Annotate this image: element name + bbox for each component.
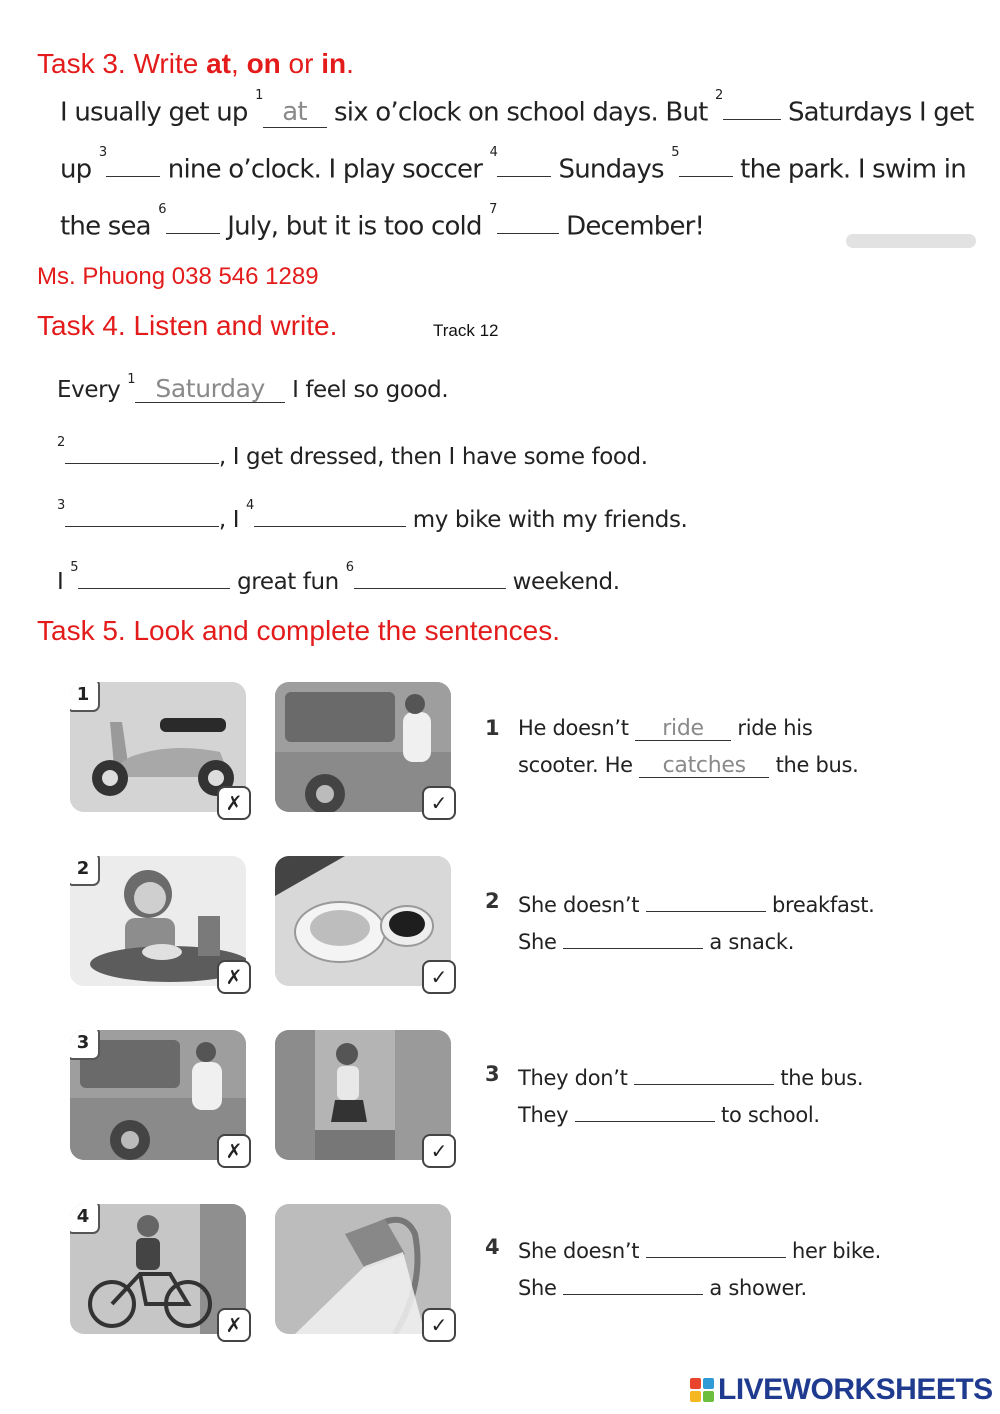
task4-blank-6[interactable]: [354, 564, 506, 589]
task3-blank-4[interactable]: [497, 149, 551, 177]
task3-blank-3[interactable]: [106, 149, 160, 177]
track-label: Track 12: [433, 321, 499, 340]
item3-blank-1[interactable]: [634, 1062, 774, 1085]
task4-blank-3[interactable]: [65, 502, 219, 527]
item3-line-2: They to school.: [518, 1099, 820, 1127]
task3-line-1: I usually get up $^1$at six o’clock on school days. But $^2$ Saturdays I get: [60, 88, 974, 128]
cross-icon: ✗: [217, 786, 251, 820]
item-number-badge: 4: [70, 1204, 100, 1234]
task4-title: Task 4. Listen and write.: [37, 310, 338, 341]
teacher-contact: Ms. Phuong 038 546 1289: [37, 263, 319, 290]
item-number-badge: 1: [70, 682, 100, 712]
check-icon: ✓: [422, 786, 456, 820]
item2-blank-1[interactable]: [646, 889, 766, 912]
task4-line-2: $^2$, I get dressed, then I have some food.: [57, 435, 648, 471]
item4-line-2: She a shower.: [518, 1272, 807, 1300]
scroll-indicator: [846, 234, 976, 248]
cross-icon: ✗: [217, 960, 251, 994]
item4-blank-2[interactable]: [563, 1272, 703, 1295]
item4-line-1: She doesn’t her bike.: [518, 1235, 881, 1263]
item1-blank-1[interactable]: ride: [635, 717, 731, 741]
sentence-number: 3: [485, 1062, 500, 1086]
task5-title: Task 5. Look and complete the sentences.: [37, 615, 560, 646]
task4-blank-1[interactable]: Saturday: [135, 376, 285, 403]
liveworksheets-logo-icon: [690, 1378, 714, 1402]
task4-line-1: Every $^1$ Saturday I feel so good.: [57, 372, 449, 403]
check-icon: ✓: [422, 960, 456, 994]
task3-blank-2[interactable]: [723, 92, 781, 120]
task4-line-3: $^3$, I $^4$ my bike with my friends.: [57, 498, 688, 534]
task4-blank-5[interactable]: [78, 564, 230, 589]
item3-blank-2[interactable]: [575, 1099, 715, 1122]
sentence-number: 2: [485, 889, 500, 913]
task4-blank-4[interactable]: [254, 502, 406, 527]
sentence-number: 1: [485, 716, 500, 740]
liveworksheets-logo: LIVEWORKSHEETS: [690, 1373, 993, 1409]
task4-blank-2[interactable]: [65, 439, 219, 464]
task3-blank-1[interactable]: at: [263, 99, 327, 127]
item2-blank-2[interactable]: [563, 926, 703, 949]
task3-blank-7[interactable]: [497, 206, 559, 234]
item1-line-1: He doesn’t ride ride his: [518, 716, 813, 741]
task3-line-2: up $^3$ nine o’clock. I play soccer $^4$ Sundays $^5$ the park. I swim in: [60, 145, 966, 185]
item-number-badge: 3: [70, 1030, 100, 1060]
check-icon: ✓: [422, 1134, 456, 1168]
item1-blank-2[interactable]: catches: [639, 754, 769, 778]
task3-line-3: the sea $^6$ July, but it is too cold $^7$ December!: [60, 202, 705, 242]
item2-line-1: She doesn’t breakfast.: [518, 889, 875, 917]
task3-title: Task 3. Write at, on or in.: [37, 48, 354, 79]
task4-line-4: I $^5$ great fun $^6$ weekend.: [57, 560, 620, 596]
cross-icon: ✗: [217, 1308, 251, 1342]
task3-blank-5[interactable]: [679, 149, 733, 177]
item-number-badge: 2: [70, 856, 100, 886]
item1-line-2: scooter. He catches the bus.: [518, 753, 859, 778]
sentence-number: 4: [485, 1235, 500, 1259]
check-icon: ✓: [422, 1308, 456, 1342]
item4-blank-1[interactable]: [646, 1235, 786, 1258]
item3-line-1: They don’t the bus.: [518, 1062, 863, 1090]
task3-blank-6[interactable]: [166, 206, 220, 234]
item2-line-2: She a snack.: [518, 926, 794, 954]
cross-icon: ✗: [217, 1134, 251, 1168]
